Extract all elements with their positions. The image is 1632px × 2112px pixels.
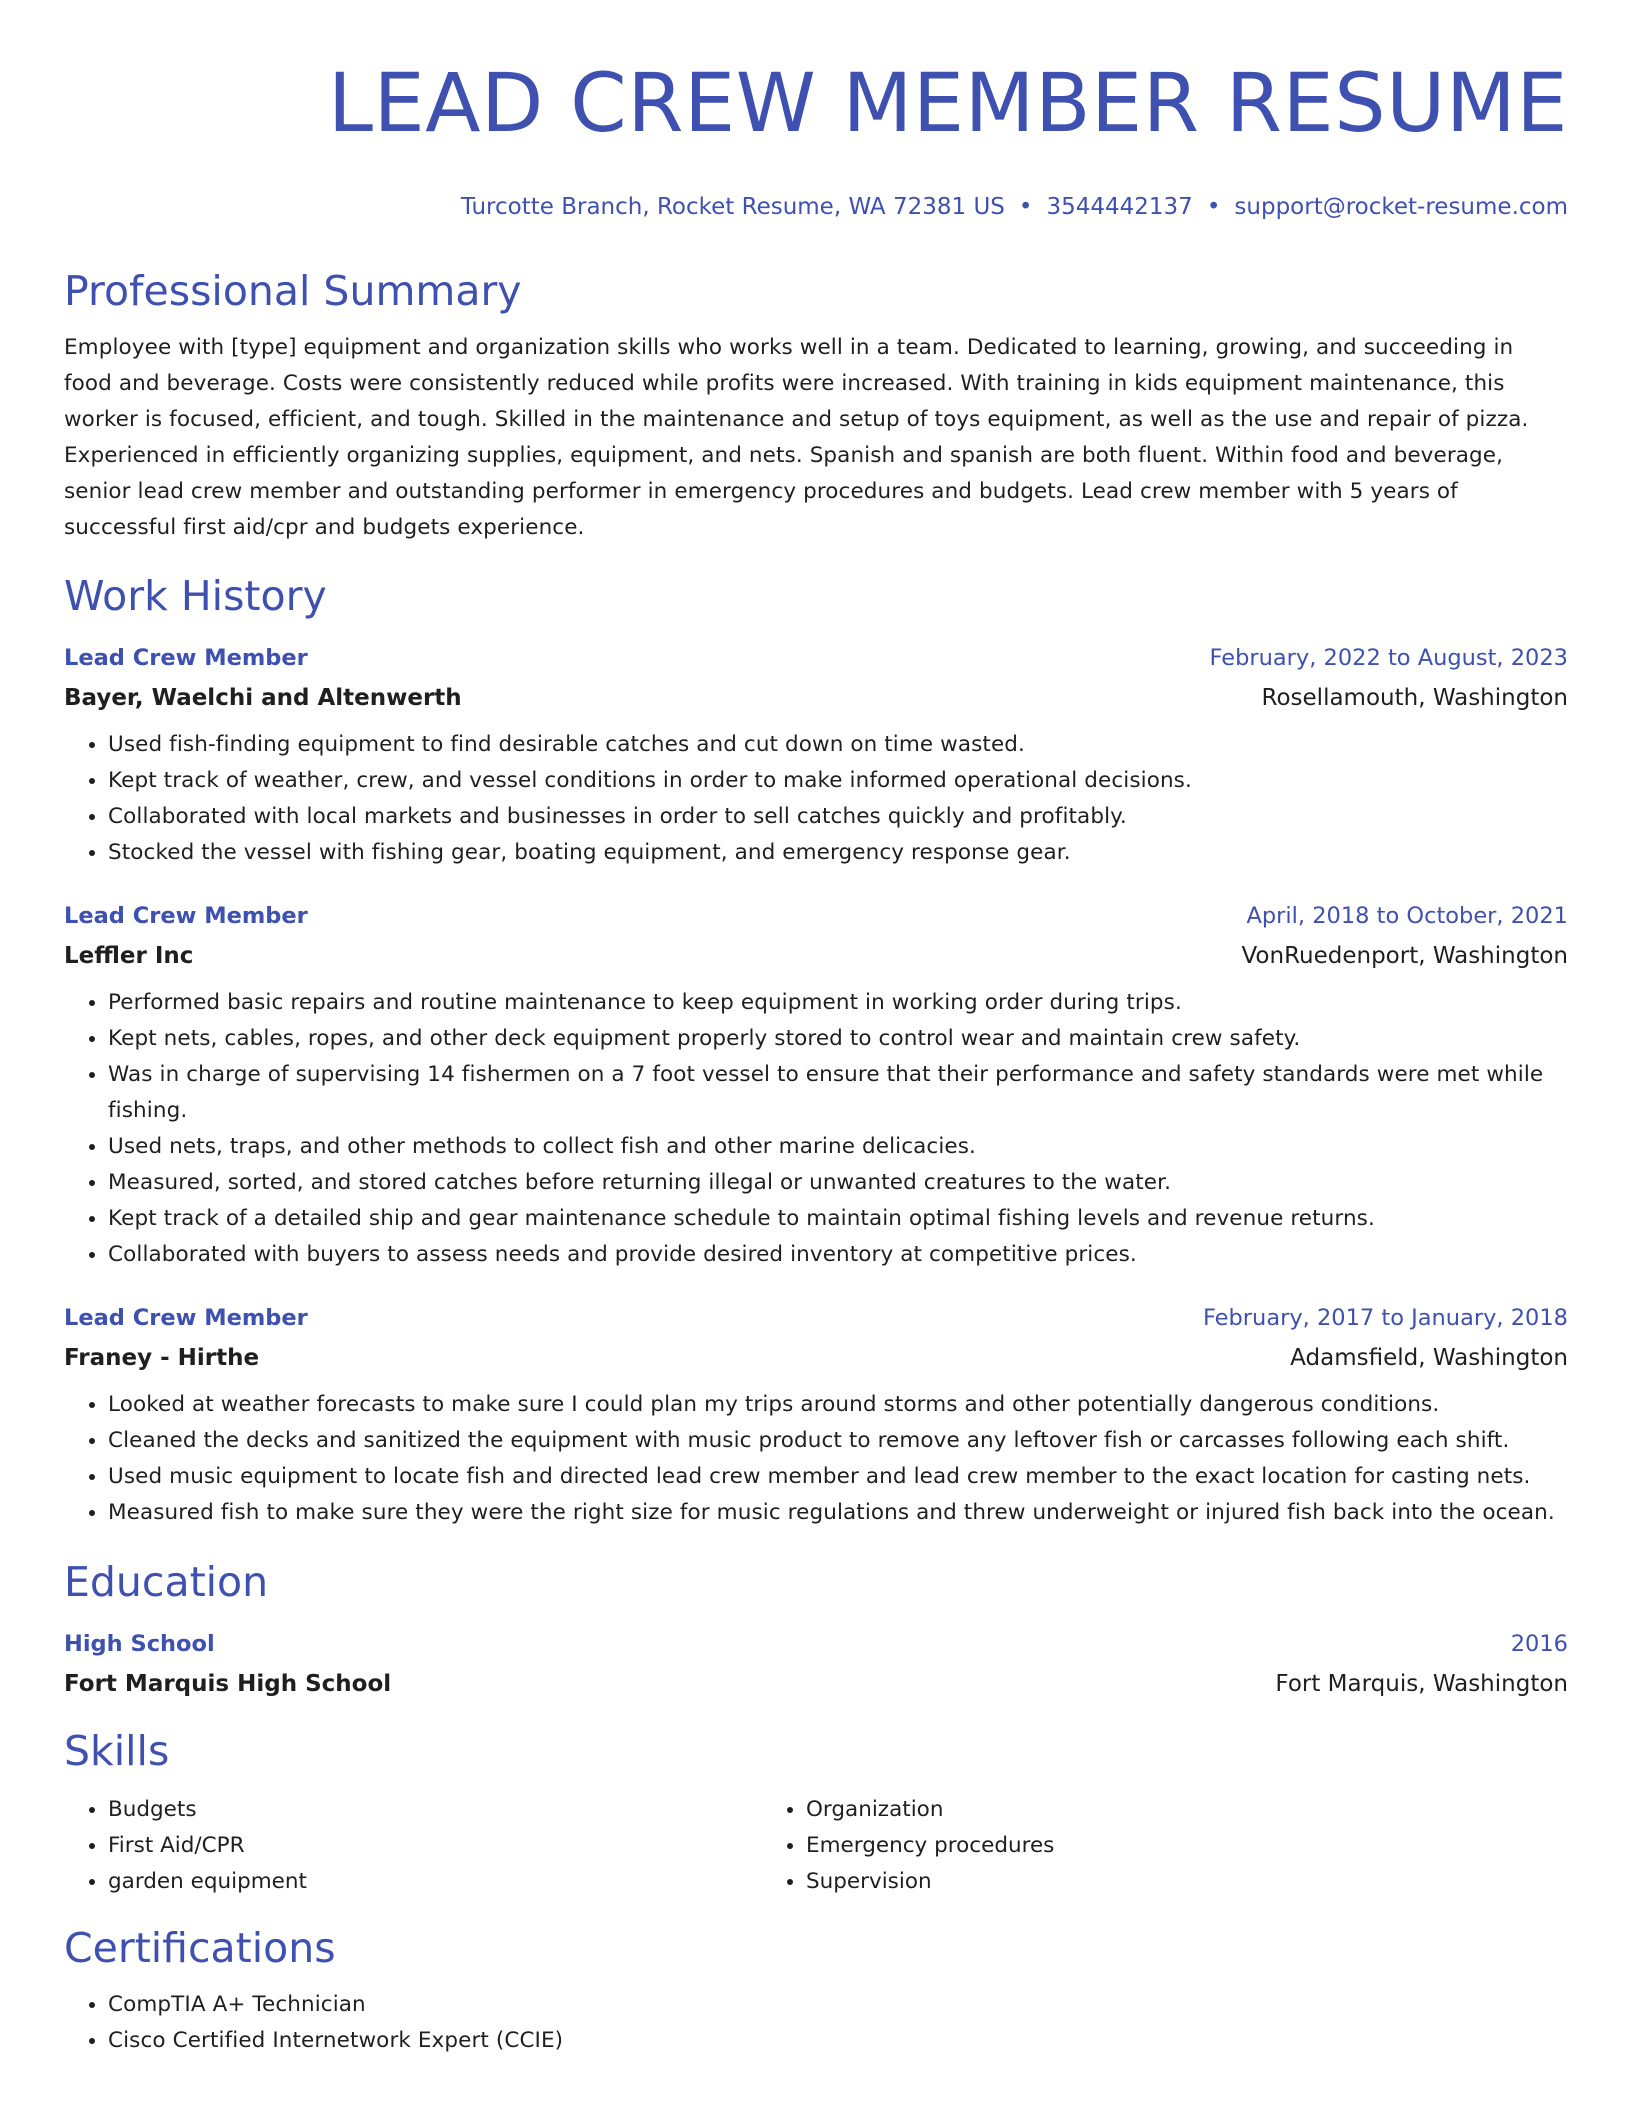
job-bullet: • Used music equipment to locate fish and directed lead crew member and lead crew member to the exact location for casting nets.	[108, 1459, 1568, 1495]
certification-item: • CompTIA A+ Technician	[108, 1987, 1568, 2023]
job-dates: February, 2017 to January, 2018	[1202, 1305, 1568, 1331]
job-bullet: • Measured fish to make sure they were the right size for music regulations and threw underweight or injured fish back into the ocean.	[108, 1495, 1568, 1531]
education-degree: High School	[64, 1631, 215, 1657]
job-company: Franey - Hirthe	[64, 1345, 260, 1371]
job-title: Lead Crew Member	[64, 1305, 308, 1331]
summary-section	[64, 266, 1568, 546]
job-bullet: • Was in charge of supervising 14 fishermen on a 7 foot vessel to ensure that their performance and safety standards were met while fishing.	[108, 1057, 1568, 1129]
job-location: Rosellamouth, Washington	[1261, 685, 1568, 711]
job-location: Adamsfield, Washington	[1290, 1345, 1568, 1371]
contact-separator: •	[1018, 194, 1033, 220]
skill-item: • Budgets	[108, 1792, 762, 1828]
certifications-section	[64, 1923, 1568, 2059]
job-bullet: • Used nets, traps, and other methods to collect fish and other marine delicacies.	[108, 1129, 1568, 1165]
contact-phone: 3544442137	[1046, 194, 1193, 220]
summary-heading: Professional Summary	[64, 267, 522, 315]
skills-heading: Skills	[64, 1727, 170, 1775]
job-header	[64, 1303, 1568, 1333]
skills-column-left	[64, 1792, 762, 1900]
contact-separator: •	[1206, 194, 1221, 220]
job-bullet: • Kept nets, cables, ropes, and other deck equipment properly stored to control wear and maintain crew safety.	[108, 1021, 1568, 1057]
certifications-heading: Certifications	[64, 1924, 336, 1972]
job-bullet: • Measured, sorted, and stored catches before returning illegal or unwanted creatures to the water.	[108, 1165, 1568, 1201]
education-subheader	[64, 1669, 1568, 1699]
job-bullet: • Stocked the vessel with fishing gear, boating equipment, and emergency response gear.	[108, 835, 1568, 871]
skills-column-right	[762, 1792, 1460, 1900]
job-bullet: • Collaborated with buyers to assess needs and provide desired inventory at competitive prices.	[108, 1237, 1568, 1273]
education-section	[64, 1557, 1568, 1699]
job-location: VonRuedenport, Washington	[1241, 943, 1568, 969]
job-entry	[64, 1303, 1568, 1531]
job-header	[64, 901, 1568, 931]
job-company: Bayer, Waelchi and Altenwerth	[64, 685, 462, 711]
job-entry	[64, 901, 1568, 1273]
job-header	[64, 643, 1568, 673]
job-bullets	[64, 1387, 1568, 1531]
job-bullet: • Used fish-finding equipment to find desirable catches and cut down on time wasted.	[108, 727, 1568, 763]
job-dates: April, 2018 to October, 2021	[1246, 903, 1568, 929]
job-title: Lead Crew Member	[64, 645, 308, 671]
education-entry	[64, 1629, 1568, 1699]
job-subheader	[64, 941, 1568, 971]
job-bullet: • Kept track of a detailed ship and gear maintenance schedule to maintain optimal fishing levels and revenue returns.	[108, 1201, 1568, 1237]
education-school: Fort Marquis High School	[64, 1671, 392, 1697]
education-year: 2016	[1510, 1631, 1568, 1657]
job-entry	[64, 643, 1568, 871]
job-dates: February, 2022 to August, 2023	[1209, 645, 1568, 671]
skill-item: • Organization	[806, 1792, 1460, 1828]
contact-line	[64, 192, 1568, 222]
job-subheader	[64, 683, 1568, 713]
education-location: Fort Marquis, Washington	[1275, 1671, 1568, 1697]
job-bullets	[64, 985, 1568, 1273]
resume-page	[64, 0, 1568, 2059]
skills-grid	[64, 1792, 1568, 1900]
certifications-list	[64, 1987, 1568, 2059]
job-title: Lead Crew Member	[64, 903, 308, 929]
skill-item: • Supervision	[806, 1864, 1460, 1900]
job-subheader	[64, 1343, 1568, 1373]
contact-email: support@rocket-resume.com	[1234, 194, 1568, 220]
education-header	[64, 1629, 1568, 1659]
job-bullet: • Performed basic repairs and routine maintenance to keep equipment in working order during trips.	[108, 985, 1568, 1021]
job-bullet: • Kept track of weather, crew, and vessel conditions in order to make informed operational decisions.	[108, 763, 1568, 799]
resume-title: LEAD CREW MEMBER RESUME	[327, 57, 1568, 151]
job-bullet: • Looked at weather forecasts to make sure I could plan my trips around storms and other potentially dangerous conditions.	[108, 1387, 1568, 1423]
skill-item: • garden equipment	[108, 1864, 762, 1900]
contact-address: Turcotte Branch, Rocket Resume, WA 72381 US	[460, 194, 1005, 220]
skill-item: • Emergency procedures	[806, 1828, 1460, 1864]
summary-text: Employee with [type] equipment and organization skills who works well in a team. Dedicated to learning, growing, and succeeding in food and beverage. Costs were consistently reduced while profits were increased. With training in kids equipment maintenance, this worker is focused, efficient, and tough. Skilled in the maintenance and setup of toys equipment, as well as the use and repair of pizza. Experienced in efficiently organizing supplies, equipment, and nets. Spanish and spanish are both fluent. Within food and beverage, senior lead crew member and outstanding performer in emergency procedures and budgets. Lead crew member with 5 years of successful first aid/cpr and budgets experience.	[64, 335, 1529, 540]
job-bullet: • Cleaned the decks and sanitized the equipment with music product to remove any leftover fish or carcasses following each shift.	[108, 1423, 1568, 1459]
skill-item: • First Aid/CPR	[108, 1828, 762, 1864]
job-bullet: • Collaborated with local markets and businesses in order to sell catches quickly and profitably.	[108, 799, 1568, 835]
education-heading: Education	[64, 1558, 269, 1606]
work-history-section	[64, 571, 1568, 1531]
job-bullets	[64, 727, 1568, 871]
skills-section	[64, 1726, 1568, 1900]
certification-item: • Cisco Certified Internetwork Expert (CCIE)	[108, 2023, 1568, 2059]
work-history-heading: Work History	[64, 572, 327, 620]
job-company: Leffler Inc	[64, 943, 194, 969]
